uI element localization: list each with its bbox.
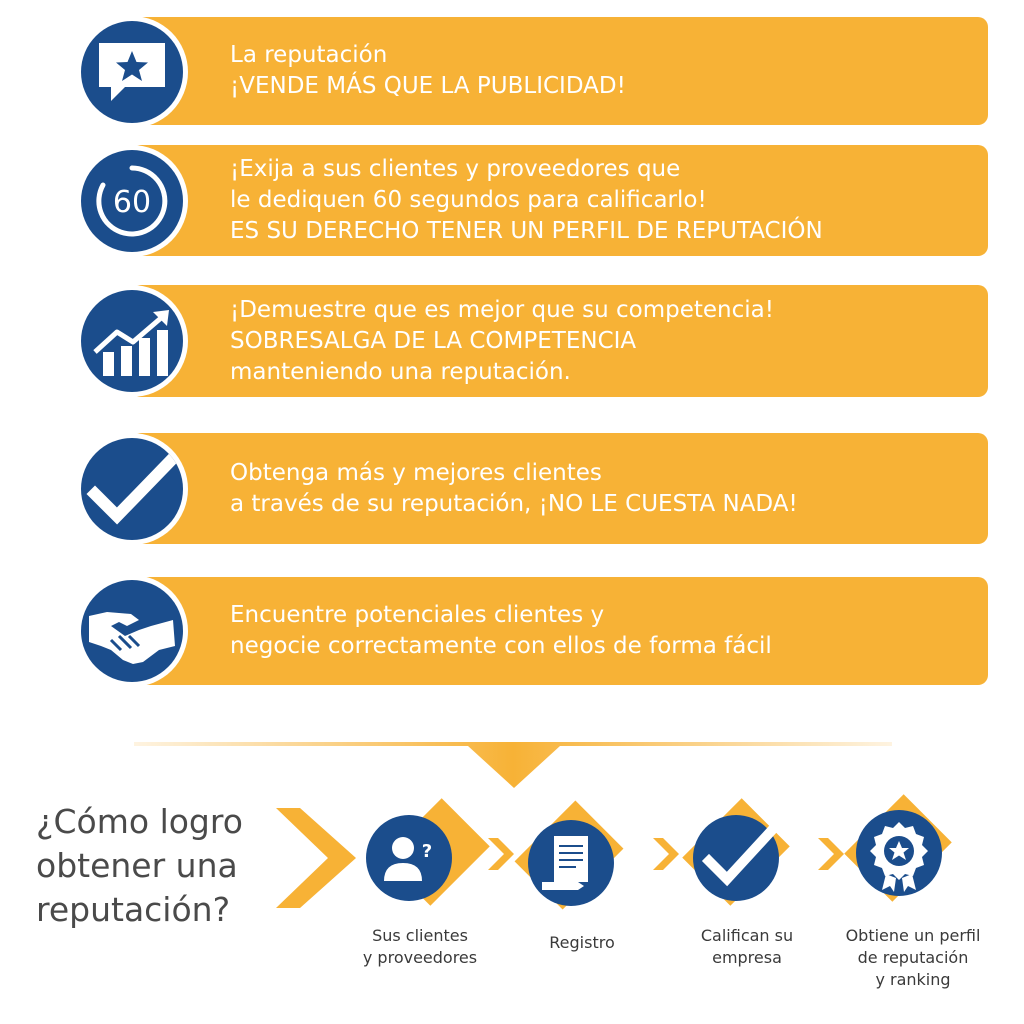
small-chevron-arrow (818, 838, 844, 870)
step-line: y ranking (875, 970, 951, 989)
step-label-clients (345, 925, 495, 969)
step-line: Obtiene un perfil (845, 926, 981, 945)
step-line: y proveedores (362, 948, 478, 967)
card-line: Obtenga más y mejores clientes (230, 459, 602, 486)
growth-chart-icon (76, 285, 188, 397)
user-question-icon (366, 815, 452, 901)
card-line: ES SU DERECHO TENER UN PERFIL DE REPUTACIÓN (230, 218, 823, 244)
card-line: ¡Exija a sus clientes y proveedores que (230, 156, 681, 182)
benefit-card-negotiate (130, 577, 988, 685)
handshake-icon (76, 575, 188, 687)
big-chevron-arrow (276, 808, 356, 908)
star-chat-icon (76, 16, 188, 128)
card-line: negocie correctamente con ellos de forma fácil (230, 633, 772, 659)
step-label-register (507, 932, 657, 954)
rating-check-icon (693, 815, 779, 901)
benefit-card-60-seconds (130, 145, 988, 256)
question-line: ¿Cómo logro (36, 802, 243, 841)
card-line: a través de su reputación, ¡NO LE CUESTA NADA! (230, 490, 798, 517)
step-label-rate (672, 925, 822, 969)
question-line: reputación? (36, 890, 231, 929)
award-badge-icon (856, 810, 942, 896)
benefit-card-clients (130, 433, 988, 544)
benefit-card-competition (130, 285, 988, 397)
small-chevron-arrow (653, 838, 679, 870)
step-line: empresa (712, 948, 782, 967)
document-icon (528, 820, 614, 906)
benefit-card-reputation (130, 17, 988, 125)
card-line: La reputación (230, 42, 388, 68)
section-divider (0, 730, 1024, 790)
step-label-profile (838, 925, 988, 991)
card-line: manteniendo una reputación. (230, 358, 571, 385)
step-line: Sus clientes (372, 926, 468, 945)
card-line: ¡VENDE MÁS QUE LA PUBLICIDAD! (230, 73, 626, 99)
step-line: Califican su (700, 926, 794, 945)
step-line: Registro (549, 933, 615, 952)
step-line: de reputación (857, 948, 969, 967)
sixty-seconds-icon (76, 145, 188, 257)
card-line: SOBRESALGA DE LA COMPETENCIA (230, 327, 637, 354)
card-line: ¡Demuestre que es mejor que su competencia! (230, 296, 774, 323)
card-line: Encuentre potenciales clientes y (230, 602, 605, 628)
question-mark: ? (421, 841, 433, 862)
checkmark-icon (76, 433, 188, 545)
question-line: obtener una (36, 846, 238, 885)
sixty-label: 60 (112, 185, 152, 220)
small-chevron-arrow (488, 838, 514, 870)
card-line: le dediquen 60 segundos para calificarlo! (230, 187, 707, 213)
